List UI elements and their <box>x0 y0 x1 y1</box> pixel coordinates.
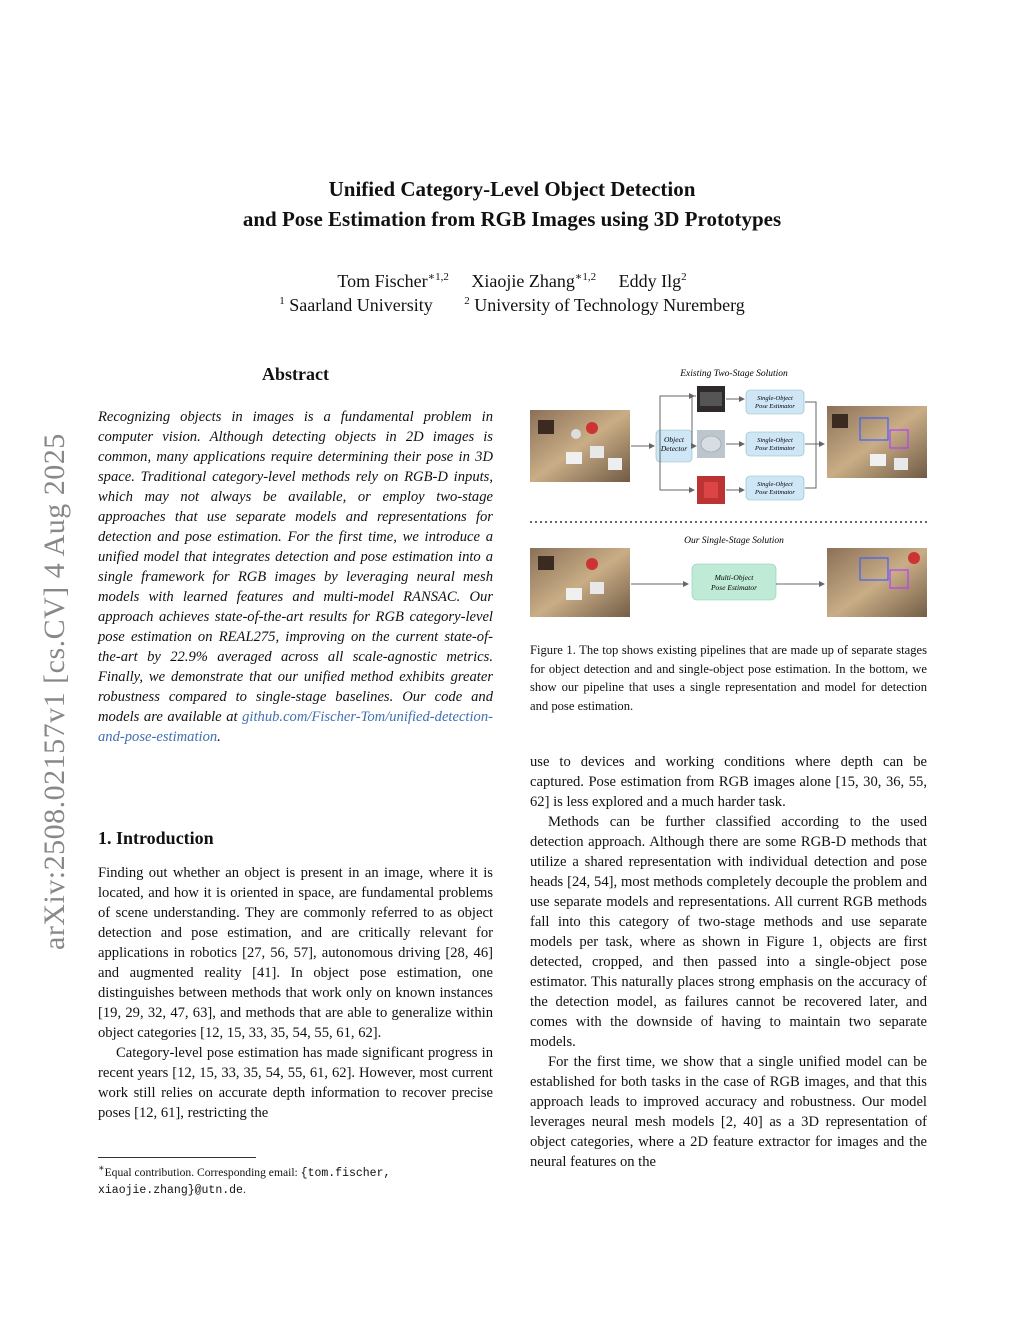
input-scene-image-bottom <box>530 548 630 617</box>
intro-paragraph-2: Category-level pose estimation has made significant progress in recent years [12, 15, 33, 35, 54, 55, 61, 62]. However, most current work still relies on accurate depth information to recover precise poses [12, 61], restricting the <box>98 1045 493 1121</box>
affiliation-2: University of Technology Nuremberg <box>474 295 745 315</box>
title-line-1: Unified Category-Level Object Detection <box>328 177 696 201</box>
figure-1 <box>530 362 928 617</box>
single-pose-estimator-1 <box>746 390 804 414</box>
input-scene-image-top <box>530 410 630 482</box>
footnote-text: Equal contribution. Corresponding email: <box>104 1165 301 1179</box>
intro-left-column <box>98 863 493 1123</box>
svg-text:Single-ObjectPose Estimator: Single-Object Pose Estimator <box>755 481 795 496</box>
output-scene-image-bottom <box>827 548 927 617</box>
affiliations <box>0 295 1024 316</box>
abstract-text: Recognizing objects in images is a fundamental problem in computer vision. Although detecting objects in 2D images is common, many applications require determining their pose in 3D space. Traditional category-level methods rely on RGB-D inputs, which may not always be available, or employ two-stage approaches that use separate models and representations for detection and pose estimation. For the first time, we introduce a unified model that integrates detection and pose estimation into a single framework for RGB images by leveraging neural mesh models with learned features and multi-model RANSAC. Our approach achieves state-of-the-art results for RGB category-level pose estimation on REAL275, improving on the current state-of-the-art by 22.9% averaged across all scale-agnostic metrics. Finally, we demonstrate that our unified method exhibits greater robustness compared to single-stage baselines. Our code and models are available at <box>98 409 493 725</box>
bottom-pipeline-label: Our Single-Stage Solution <box>684 536 784 546</box>
abstract-end: . <box>217 729 221 745</box>
multi-pose-estimator-box <box>692 564 776 600</box>
author-1: Tom Fischer <box>337 271 428 291</box>
author-2-sup: ∗1,2 <box>574 271 597 283</box>
intro-paragraph-1: Finding out whether an object is present in an image, where it is located, and how it is oriented in space, are fundamental problems of scene understanding. They are commonly referred to as object detection and pose estimation, and are critically relevant for applications in robotics [27, 56, 57], autonomous driving [28, 46] and augmented reality [41]. In object pose estimation, one distinguishes between methods that work only on known instances [19, 29, 32, 47, 63], and methods that are able to generalize within object categories [12, 15, 33, 35, 54, 55, 61, 62]. <box>98 865 493 1041</box>
abstract-body <box>98 407 493 747</box>
author-3-sup: 2 <box>681 271 687 283</box>
single-pose-estimator-3 <box>746 476 804 500</box>
intro-paragraph-5: For the first time, we show that a single unified model can be established for both tasks in the case of RGB images, and that this approach leads to improved accuracy and robustness. Our model leverages neural mesh models [2, 40] as a 3D representation of object categories, where a 2D feature extractor for images and the neural features on the <box>530 1054 927 1170</box>
svg-text:Single-ObjectPose Estimator: Single-Object Pose Estimator <box>755 395 795 410</box>
footnote-rule <box>98 1157 256 1158</box>
author-2: Xiaojie Zhang <box>471 271 575 291</box>
abstract-heading: Abstract <box>262 364 329 384</box>
arxiv-stamp: arXiv:2508.02157v1 [cs.CV] 4 Aug 2025 <box>38 433 71 950</box>
figure-1-caption: Figure 1. The top shows existing pipelines that are made up of separate stages for object detection and and single-object pose estimation. In the bottom, we show our pipeline that uses a single representation and model for detection and pose estimation. <box>530 643 927 713</box>
code-link[interactable]: github.com/Fischer-Tom/unified-detection-and-pose-estimation <box>98 709 493 745</box>
intro-right-column <box>530 752 927 1172</box>
svg-text:Single-ObjectPose Estimator: Single-Object Pose Estimator <box>755 437 795 452</box>
affiliation-1-sup: 1 <box>279 295 285 307</box>
paper-title <box>0 174 1024 234</box>
multi-pose-estimator-label: Multi-Object Pose Estimator <box>710 573 758 592</box>
footnote-mark: ∗ <box>98 1163 105 1174</box>
intro-paragraph-4: Methods can be further classified according to the used detection approach. Although there are some RGB-D methods that utilize a shared representation with individual detection and pose heads [24, 54], most methods completely decouple the problem and use separate models and representations. All current RGB methods fall into this category of two-stage methods and use separate models per task, where as shown in Figure 1, objects are first detected, cropped, and then passed into a single-object pose estimator. This naturally places strong emphasis on the accuracy of the detection model, as failures cannot be recovered later, and comes with the downside of having to maintain two separate models. <box>530 814 927 1050</box>
output-scene-image-top <box>827 406 927 478</box>
intro-heading: 1. Introduction <box>98 828 214 848</box>
affiliation-1: Saarland University <box>289 295 433 315</box>
top-pipeline-label: Existing Two-Stage Solution <box>680 369 788 379</box>
single-pose-estimator-2 <box>746 432 804 456</box>
author-1-sup: ∗1,2 <box>427 271 449 283</box>
footnote <box>98 1161 493 1199</box>
author-3: Eddy Ilg <box>618 271 682 291</box>
author-list <box>0 270 1024 292</box>
affiliation-2-sup: 2 <box>464 295 470 307</box>
intro-paragraph-3: use to devices and working conditions where depth can be captured. Pose estimation from RGB images alone [15, 30, 36, 55, 62] is less explored and a much harder task. <box>530 754 927 810</box>
footnote-email: {tom.fischer, xiaojie.zhang}@utn.de <box>98 1166 391 1197</box>
footnote-end: . <box>242 1182 246 1196</box>
title-line-2: and Pose Estimation from RGB Images using 3D Prototypes <box>242 207 782 231</box>
object-detector-label: Object Detector <box>660 435 688 453</box>
